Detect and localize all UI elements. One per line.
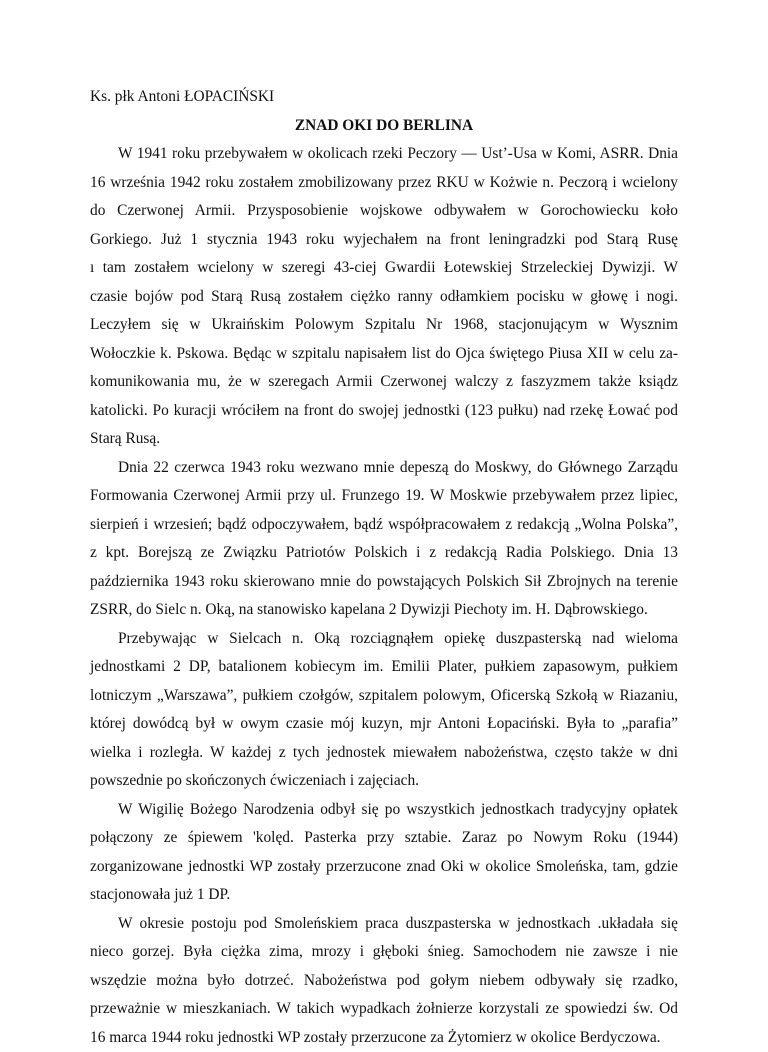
document-title: ZNAD OKI DO BERLINA — [90, 112, 678, 141]
text-line: Przebywając w Sielcach n. Oką rozciągnąłem opiekę duszpasterską nad wieloma — [90, 625, 678, 654]
paragraph — [90, 625, 678, 796]
text-line: lotniczym „Warszawa”, pułkiem czołgów, szpitalem polowym, Oficerską Szkołą w Riazaniu, — [90, 682, 678, 711]
text-line: Starą Rusą. — [90, 425, 678, 454]
text-line: nieco gorzej. Była ciężka zima, mrozy i głęboki śnieg. Samochodem nie zawsze i nie — [90, 938, 678, 967]
paragraph — [90, 454, 678, 625]
text-line: z kpt. Borejszą ze Związku Patriotów Polskich i z redakcją Radia Polskiego. Dnia 13 — [90, 539, 678, 568]
text-line: W okresie postoju pod Smoleńskiem praca duszpasterska w jednostkach .układała się — [90, 910, 678, 939]
text-line: czasie bojów pod Starą Rusą zostałem ciężko ranny odłamkiem pocisku w głowę i nogi. — [90, 283, 678, 312]
document-body — [90, 140, 678, 1052]
text-line: października 1943 roku skierowano mnie do powstających Polskich Sił Zbrojnych na terenie — [90, 568, 678, 597]
text-line: Dnia 22 czerwca 1943 roku wezwano mnie depeszą do Moskwy, do Głównego Zarządu — [90, 454, 678, 483]
document-page — [90, 83, 678, 1052]
text-line: komunikowania mu, że w szeregach Armii Czerwonej walczy z faszyzmem także ksiądz — [90, 368, 678, 397]
paragraph — [90, 140, 678, 454]
text-line: 16 marca 1944 roku jednostki WP zostały przerzucone za Żytomierz w okolice Berdyczowa. — [90, 1024, 678, 1052]
text-line: Gorkiego. Już 1 stycznia 1943 roku wyjechałem na front leningradzki pod Starą Rusę — [90, 226, 678, 255]
text-line: stacjonowała już 1 DP. — [90, 881, 678, 910]
text-line: zorganizowane jednostki WP zostały przerzucone znad Oki w okolice Smoleńska, tam, gdzie — [90, 853, 678, 882]
text-line: Formowania Czerwonej Armii przy ul. Frunzego 19. W Moskwie przebywałem przez lipiec, — [90, 482, 678, 511]
text-line: wielka i rozległa. W każdej z tych jednostek miewałem nabożeństwa, często także w dni — [90, 739, 678, 768]
paragraph — [90, 796, 678, 910]
text-line: W Wigilię Bożego Narodzenia odbył się po wszystkich jednostkach tradycyjny opłatek — [90, 796, 678, 825]
text-line: sierpień i wrzesień; bądź odpoczywałem, bądź współpracowałem z redakcją „Wolna Polska”, — [90, 511, 678, 540]
text-line: Wołoczkie k. Pskowa. Będąc w szpitalu napisałem list do Ojca świętego Piusa XII w celu za- — [90, 340, 678, 369]
text-line: Leczyłem się w Ukraińskim Polowym Szpitalu Nr 1968, stacjonującym w Wysznim — [90, 311, 678, 340]
author-line: Ks. płk Antoni ŁOPACIŃSKI — [90, 83, 678, 112]
text-line: W 1941 roku przebywałem w okolicach rzeki Peczory — Ust’-Usa w Komi, ASRR. Dnia — [90, 140, 678, 169]
text-line: ZSRR, do Sielc n. Oką, na stanowisko kapelana 2 Dywizji Piechoty im. H. Dąbrowskiego. — [90, 596, 678, 625]
text-line: do Czerwonej Armii. Przysposobienie wojskowe odbywałem w Gorochowiecku koło — [90, 197, 678, 226]
text-line: wszędzie można było dotrzeć. Nabożeństwa pod gołym niebem odbywały się rzadko, — [90, 967, 678, 996]
text-line: połączony ze śpiewem 'kolęd. Pasterka przy sztabie. Zaraz po Nowym Roku (1944) — [90, 824, 678, 853]
text-line: powszednie po skończonych ćwiczeniach i zajęciach. — [90, 767, 678, 796]
paragraph — [90, 910, 678, 1052]
text-line: katolicki. Po kuracji wróciłem na front do swojej jednostki (123 pułku) nad rzekę Łować pod — [90, 397, 678, 426]
text-line: przeważnie w mieszkaniach. W takich wypadkach żołnierze korzystali ze spowiedzi św. Od — [90, 995, 678, 1024]
text-line: ı tam zostałem wcielony w szeregi 43-ciej Gwardii Łotewskiej Strzeleckiej Dywizji. W — [90, 254, 678, 283]
text-line: 16 września 1942 roku zostałem zmobilizowany przez RKU w Kożwie n. Peczorą i wcielony — [90, 169, 678, 198]
text-line: której dowódcą był w owym czasie mój kuzyn, mjr Antoni Łopaciński. Była to „parafia” — [90, 710, 678, 739]
text-line: jednostkami 2 DP, batalionem kobiecym im. Emilii Plater, pułkiem zapasowym, pułkiem — [90, 653, 678, 682]
